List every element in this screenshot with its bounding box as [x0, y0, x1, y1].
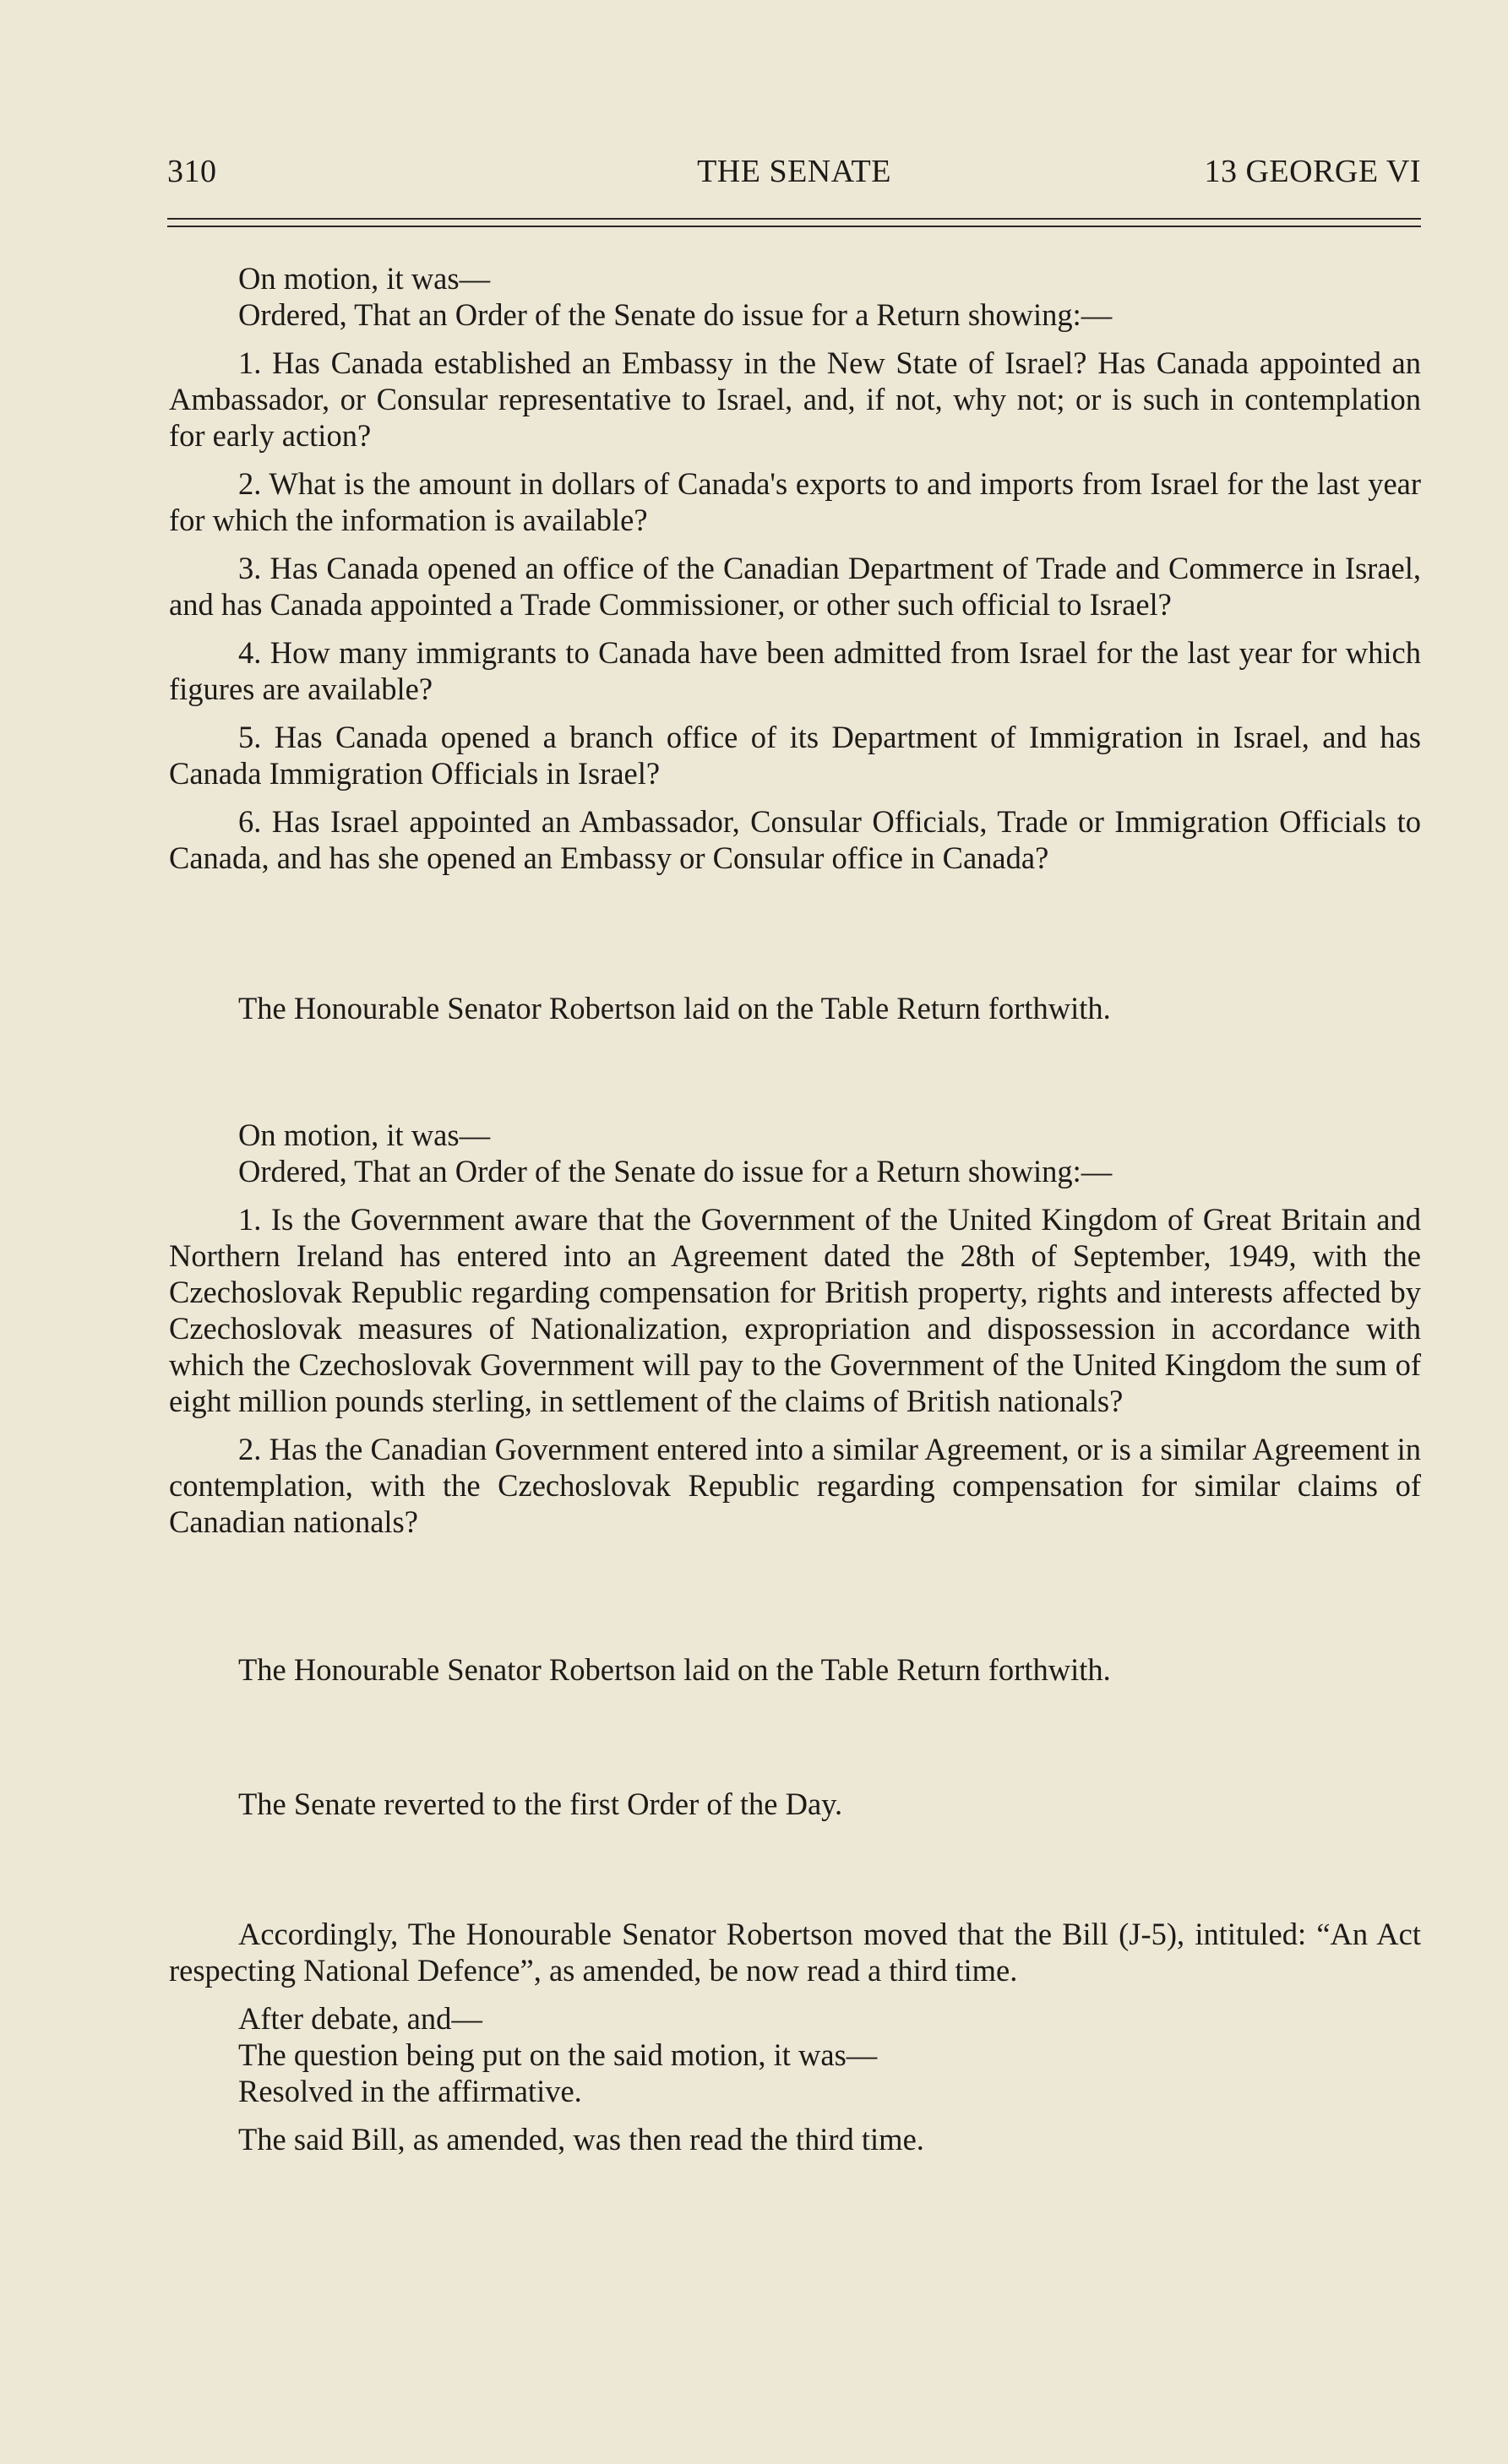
question-paragraph: 6. Has Israel appointed an Ambassador, Consular Officials, Trade or Immigration Officials to Canada, and has she opened an Embassy or Consular office in Canada? — [169, 804, 1421, 875]
motion-paragraph: Accordingly, The Honourable Senator Robertson moved that the Bill (J-5), intituled: “An Act respecting National Defence”, as amended, be now read a third time. — [169, 1917, 1421, 1988]
page-title: THE SENATE — [697, 154, 891, 189]
motion-line: On motion, it was— — [238, 1118, 491, 1152]
return-laid-line: The Honourable Senator Robertson laid on the Table Return forthwith. — [238, 991, 1111, 1025]
order-of-day-section — [169, 1786, 1421, 1822]
question-paragraph: 4. How many immigrants to Canada have been admitted from Israel for the last year for which figures are available? — [169, 635, 1421, 706]
header-rule-bottom — [167, 226, 1421, 227]
debate-line: After debate, and— — [238, 2001, 482, 2036]
question-paragraph: 1. Is the Government aware that the Government of the United Kingdom of Great Britain and Northern Ireland has entered into an Agreement dated the 28th of September, 1949, with the Czechoslovak Republic regarding compensation for British property, rights and interests affected by Czechoslovak measures of Nationalization, expropriation and dispossession in accordance with which the Czechoslovak Government will pay to the Government of the United Kingdom the sum of eight million pounds sterling, in settlement of the claims of British nationals? — [169, 1202, 1421, 1418]
question-put-line: The question being put on the said motion, it was— — [238, 2037, 878, 2072]
regnal-year: 13 GEORGE VI — [1204, 154, 1421, 189]
read-third-line: The said Bill, as amended, was then read the third time. — [238, 2122, 924, 2157]
return-laid-2 — [169, 1651, 1421, 1688]
israel-return-section — [169, 260, 1421, 876]
bill-j5-section — [169, 1916, 1421, 2157]
resolved-line: Resolved in the affirmative. — [238, 2074, 582, 2108]
question-paragraph: 1. Has Canada established an Embassy in the New State of Israel? Has Canada appointed an Ambassador, or Consular representative to Israel, and, if not, why not; or is such in contemplation for early action? — [169, 345, 1421, 453]
reverted-line: The Senate reverted to the first Order of the Day. — [238, 1787, 843, 1821]
order-line: Ordered, That an Order of the Senate do issue for a Return showing:— — [238, 1154, 1113, 1188]
question-paragraph: 3. Has Canada opened an office of the Canadian Department of Trade and Commerce in Israel, and has Canada appointed a Trade Commissioner, or other such official to Israel? — [169, 551, 1421, 622]
czechoslovak-return-section — [169, 1117, 1421, 1540]
question-paragraph: 2. Has the Canadian Government entered into a similar Agreement, or is a similar Agreement in contemplation, with the Czechoslovak Republic regarding compensation for similar claims of Canadian nationals? — [169, 1432, 1421, 1539]
running-head — [167, 150, 1421, 193]
header-rule-top — [167, 218, 1421, 220]
motion-line: On motion, it was— — [238, 261, 491, 296]
page-number: 310 — [167, 154, 217, 189]
return-laid-1 — [169, 990, 1421, 1026]
question-paragraph: 2. What is the amount in dollars of Canada's exports to and imports from Israel for the last year for which the information is available? — [169, 466, 1421, 537]
order-line: Ordered, That an Order of the Senate do issue for a Return showing:— — [238, 297, 1113, 332]
return-laid-line: The Honourable Senator Robertson laid on the Table Return forthwith. — [238, 1652, 1111, 1687]
question-paragraph: 5. Has Canada opened a branch office of its Department of Immigration in Israel, and has Canada Immigration Officials in Israel? — [169, 720, 1421, 791]
